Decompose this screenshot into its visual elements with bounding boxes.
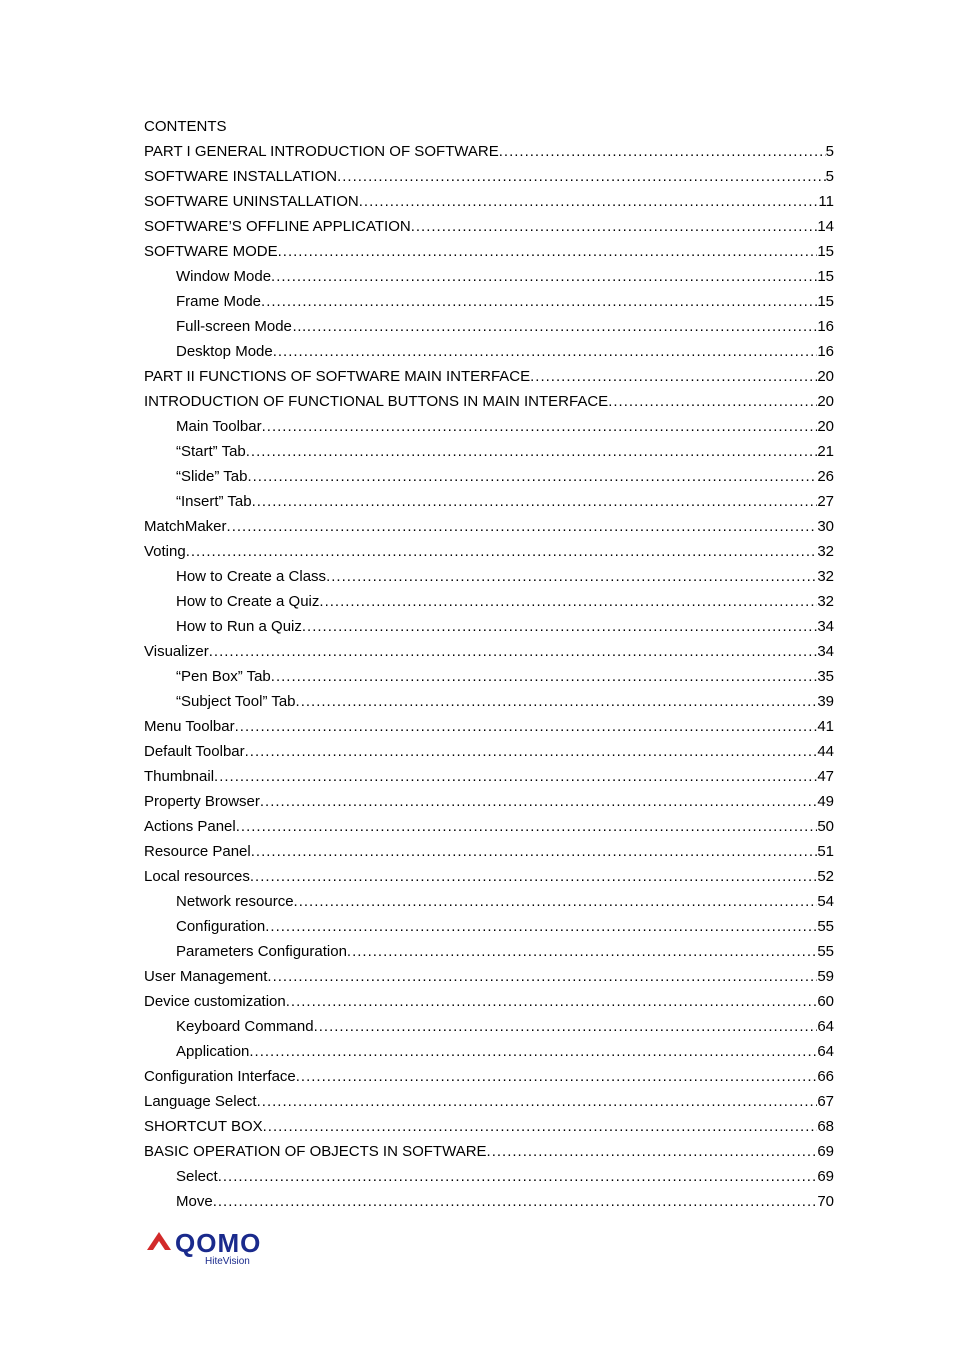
toc-entry[interactable] [144, 168, 834, 188]
toc-entry-label: Local resources [144, 868, 250, 885]
toc-entry-page: 26 [817, 468, 834, 485]
toc-entry[interactable] [144, 968, 834, 988]
toc-entry[interactable] [144, 1143, 834, 1163]
toc-entry[interactable] [144, 143, 834, 163]
toc-entry-label: Property Browser [144, 793, 260, 810]
toc-entry-label: PART I GENERAL INTRODUCTION OF SOFTWARE [144, 143, 499, 160]
toc-entry-page: 20 [817, 368, 834, 385]
toc-entry[interactable] [176, 618, 834, 638]
toc-entry-label: Select [176, 1168, 218, 1185]
toc-leader-dots [263, 1118, 818, 1135]
svg-text:QOMO: QOMO [175, 1228, 262, 1258]
toc-entry-page: 47 [817, 768, 834, 785]
toc-entry[interactable] [176, 918, 834, 938]
toc-entry-page: 16 [817, 343, 834, 360]
toc-entry-page: 15 [817, 293, 834, 310]
toc-entry[interactable] [176, 1018, 834, 1038]
toc-entry-label: Application [176, 1043, 250, 1060]
toc-entry-page: 34 [817, 618, 834, 635]
toc-heading: CONTENTS [144, 118, 227, 135]
toc-entry-page: 66 [817, 1068, 834, 1085]
toc-entry-page: 44 [817, 743, 834, 760]
toc-entry-page: 51 [817, 843, 834, 860]
toc-entry[interactable] [176, 293, 834, 313]
toc-entry-label: “Slide” Tab [176, 468, 248, 485]
toc-leader-dots [296, 693, 818, 710]
toc-entry-page: 11 [818, 193, 834, 210]
toc-entry-label: Default Toolbar [144, 743, 245, 760]
toc-leader-dots [260, 793, 817, 810]
toc-entry-label: Language Select [144, 1093, 257, 1110]
toc-entry[interactable] [144, 768, 834, 788]
toc-entry[interactable] [176, 493, 834, 513]
toc-entry[interactable] [144, 818, 834, 838]
toc-entry[interactable] [144, 743, 834, 763]
toc-entry-label: Thumbnail [144, 768, 215, 785]
toc-entry-page: 39 [817, 693, 834, 710]
svg-text:HiteVision: HiteVision [205, 1256, 250, 1267]
toc-leader-dots [294, 893, 818, 910]
toc-entry[interactable] [176, 568, 834, 588]
toc-leader-dots [499, 143, 826, 160]
toc-leader-dots [214, 768, 817, 785]
toc-leader-dots [273, 343, 818, 360]
toc-entry-label: How to Create a Class [176, 568, 327, 585]
toc-leader-dots [250, 868, 817, 885]
toc-leader-dots [271, 268, 817, 285]
toc-entry-page: 50 [817, 818, 834, 835]
toc-leader-dots [213, 1193, 818, 1210]
toc-entry-label: “Subject Tool” Tab [176, 693, 296, 710]
toc-entry-label: Frame Mode [176, 293, 262, 310]
toc-entry-label: SOFTWARE’S OFFLINE APPLICATION [144, 218, 411, 235]
toc-entry-page: 32 [817, 568, 834, 585]
toc-entry-label: INTRODUCTION OF FUNCTIONAL BUTTONS IN MAIN INTERFACE [144, 393, 609, 410]
toc-leader-dots [530, 368, 817, 385]
toc-leader-dots [251, 843, 818, 860]
toc-leader-dots [209, 643, 818, 660]
toc-entry[interactable] [144, 543, 834, 563]
toc-leader-dots [307, 318, 817, 335]
toc-entry-page: 15 [817, 268, 834, 285]
toc-entry-page: 32 [817, 543, 834, 560]
logo-mark-icon [147, 1232, 171, 1250]
toc-entry-label: PART II FUNCTIONS OF SOFTWARE MAIN INTERFACE [144, 368, 531, 385]
toc-entry[interactable] [144, 243, 834, 263]
toc-entry-label: Main Toolbar [176, 418, 262, 435]
toc-entry-label: Window Mode [176, 268, 272, 285]
toc-leader-dots [247, 468, 817, 485]
toc-leader-dots [278, 243, 818, 260]
toc-entry-page: 5 [825, 143, 834, 160]
toc-entry-page: 70 [817, 1193, 834, 1210]
toc-entry-page: 21 [817, 443, 834, 460]
toc-leader-dots [271, 668, 818, 685]
toc-leader-dots [319, 593, 817, 610]
toc-entry-label: Configuration [176, 918, 266, 935]
toc-entry[interactable] [176, 668, 834, 688]
toc-leader-dots [267, 968, 817, 985]
toc-entry-label: Menu Toolbar [144, 718, 235, 735]
toc-entry-label: Full-screen Mode… [176, 318, 307, 335]
toc-entry-page: 34 [817, 643, 834, 660]
toc-leader-dots [252, 493, 818, 510]
toc-leader-dots [246, 443, 818, 460]
toc-entry[interactable] [144, 193, 834, 213]
toc-entry[interactable] [176, 1168, 834, 1188]
toc-entry[interactable] [144, 1068, 834, 1088]
toc-leader-dots [326, 568, 817, 585]
toc-entry-page: 60 [817, 993, 834, 1010]
toc-leader-dots [249, 1043, 817, 1060]
toc-entry[interactable] [176, 593, 834, 613]
toc-leader-dots [359, 193, 819, 210]
toc-entry-label: How to Run a Quiz [176, 618, 302, 635]
toc-entry[interactable] [144, 218, 834, 238]
toc-leader-dots [218, 1168, 818, 1185]
toc-entry-label: MatchMaker [144, 518, 227, 535]
qomo-logo [145, 1228, 285, 1268]
toc-entry[interactable] [144, 368, 834, 388]
toc-entry-label: How to Create a Quiz [176, 593, 320, 610]
toc-entry[interactable] [176, 468, 834, 488]
toc-entry-page: 69 [817, 1168, 834, 1185]
toc-entry-label: Device customization [144, 993, 286, 1010]
toc-entry-label: Configuration Interface [144, 1068, 296, 1085]
toc-entry[interactable] [176, 1193, 834, 1213]
toc-entry[interactable] [144, 843, 834, 863]
toc-entry-label: SHORTCUT BOX [144, 1118, 263, 1135]
toc-leader-dots [257, 1093, 818, 1110]
toc-leader-dots [286, 993, 818, 1010]
toc-entry-page: 20 [817, 393, 834, 410]
toc-entry-page: 14 [817, 218, 834, 235]
toc-entry-label: Resource Panel [144, 843, 251, 860]
toc-entry-page: 49 [817, 793, 834, 810]
toc-entry-label: Visualizer [144, 643, 209, 660]
toc-entry-label: “Pen Box” Tab [176, 668, 271, 685]
toc-leader-dots [236, 818, 818, 835]
toc-leader-dots [227, 518, 818, 535]
toc-entry-page: 67 [817, 1093, 834, 1110]
toc-entry-page: 55 [817, 918, 834, 935]
toc-entry-page: 69 [817, 1143, 834, 1160]
toc-entry-label: Move [176, 1193, 213, 1210]
toc-leader-dots [337, 168, 826, 185]
toc-entry-label: Desktop Mode [176, 343, 273, 360]
toc-entry-label: Voting [144, 543, 186, 560]
toc-entry-label: “Insert” Tab [176, 493, 252, 510]
toc-entry-page: 68 [817, 1118, 834, 1135]
toc-entry-page: 16 [817, 318, 834, 335]
toc-entry[interactable] [176, 1043, 834, 1063]
toc-leader-dots [487, 1143, 818, 1160]
toc-entry-label: “Start” Tab [176, 443, 246, 460]
toc-entry[interactable] [176, 418, 834, 438]
toc-entry-page: 15 [817, 243, 834, 260]
toc-entry-page: 55 [817, 943, 834, 960]
toc-entry[interactable] [176, 893, 834, 913]
toc-entry-page: 35 [817, 668, 834, 685]
toc-entry-label: BASIC OPERATION OF OBJECTS IN SOFTWARE [144, 1143, 487, 1160]
toc-entry-page: 54 [817, 893, 834, 910]
toc-entry-label: User Management [144, 968, 268, 985]
toc-leader-dots [265, 918, 817, 935]
toc-leader-dots [262, 418, 818, 435]
toc-leader-dots [261, 293, 817, 310]
toc-entry[interactable] [144, 793, 834, 813]
toc-leader-dots [347, 943, 817, 960]
toc-leader-dots [245, 743, 818, 760]
toc-entry[interactable] [144, 393, 834, 413]
toc-entry-label: Network resource [176, 893, 294, 910]
toc-entry[interactable] [176, 943, 834, 963]
toc-leader-dots [186, 543, 818, 560]
toc-entry[interactable] [176, 343, 834, 363]
toc-entry-page: 27 [817, 493, 834, 510]
toc-entry[interactable] [144, 718, 834, 738]
toc-entry-page: 59 [817, 968, 834, 985]
toc-entry-page: 41 [817, 718, 834, 735]
toc-leader-dots [314, 1018, 818, 1035]
toc-entry-label: SOFTWARE MODE [144, 243, 278, 260]
toc-leader-dots [296, 1068, 818, 1085]
toc-entry[interactable] [176, 693, 834, 713]
toc-entry[interactable] [144, 993, 834, 1013]
toc-entry-label: SOFTWARE INSTALLATION [144, 168, 338, 185]
toc-entry[interactable] [144, 1118, 834, 1138]
toc-entry-label: Actions Panel [144, 818, 236, 835]
toc-entry[interactable] [176, 318, 834, 338]
toc-entry-page: 32 [817, 593, 834, 610]
toc-entry-label: Parameters Configuration [176, 943, 347, 960]
toc-entry-page: 64 [817, 1018, 834, 1035]
toc-entry-page: 52 [817, 868, 834, 885]
toc-entry-page: 64 [817, 1043, 834, 1060]
toc-entry[interactable] [144, 1093, 834, 1113]
toc-entry[interactable] [176, 443, 834, 463]
toc-entry[interactable] [144, 643, 834, 663]
toc-entry[interactable] [144, 518, 834, 538]
toc-entry-page: 5 [825, 168, 834, 185]
toc-entry[interactable] [144, 868, 834, 888]
toc-entry-page: 20 [817, 418, 834, 435]
toc-leader-dots [411, 218, 818, 235]
toc-entry[interactable] [176, 268, 834, 288]
toc-leader-dots [235, 718, 818, 735]
toc-leader-dots [608, 393, 817, 410]
toc-entry-label: SOFTWARE UNINSTALLATION [144, 193, 359, 210]
toc-entry-label: Keyboard Command [176, 1018, 314, 1035]
toc-leader-dots [302, 618, 817, 635]
toc-entry-page: 30 [817, 518, 834, 535]
